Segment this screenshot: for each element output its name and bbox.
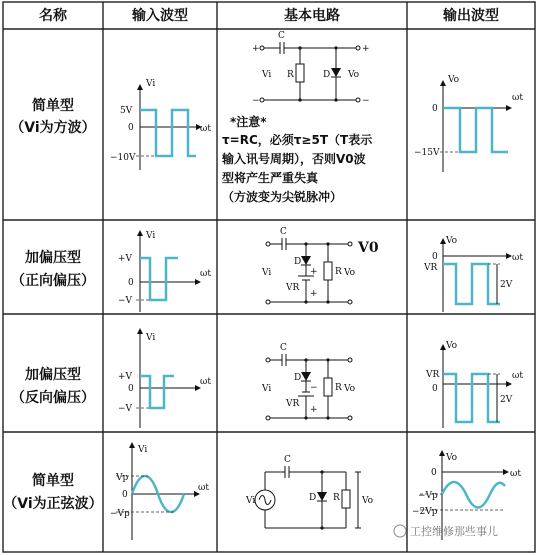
row2-r-label: R xyxy=(335,267,342,277)
row4-vi-label: Vi xyxy=(138,445,148,455)
row2-out-zero: 0 xyxy=(432,252,438,262)
row2-output-waveform xyxy=(423,236,523,312)
row1-plus-out: + xyxy=(362,44,370,54)
row1-zero-label: 0 xyxy=(128,123,134,133)
row1-name-line2: （Vi为方波） xyxy=(10,120,96,136)
row4-r-label: R xyxy=(333,493,340,503)
row1-vo-label: Vo xyxy=(448,75,460,85)
row2-vr-out: VR xyxy=(424,263,438,273)
note-line-1: τ=RC，必须τ≥5T（T表示 xyxy=(222,133,373,147)
row3-circuit-vo: Vo xyxy=(344,384,356,394)
row2-out-wt: ωt xyxy=(512,253,523,263)
row2-pv-label: +V xyxy=(118,254,133,264)
row3-c-label: C xyxy=(280,343,287,353)
row2-name-line1: 加偏压型 xyxy=(25,250,81,266)
row1-minus-in: − xyxy=(252,96,260,106)
row4-out-wt: ωt xyxy=(510,469,521,479)
row2-circuit-vo: Vo xyxy=(344,268,356,278)
row3-zero-label: 0 xyxy=(128,384,134,394)
row3-out-wt: ωt xyxy=(512,371,523,381)
row4-mvp-out: −Vp xyxy=(418,491,438,501)
header-input-wave: 输入波型 xyxy=(132,8,188,24)
row1-m10v-label: −10V xyxy=(110,153,136,163)
row3-batt-minus: − xyxy=(310,383,318,393)
row2-vr-label: VR xyxy=(286,283,300,293)
row1-out-wt: ωt xyxy=(512,93,523,103)
row2-zero-label: 0 xyxy=(128,278,134,288)
row4-m2vp-out: −2Vp xyxy=(412,507,438,517)
row3-output-waveform xyxy=(425,341,523,428)
row2-circuit-vi: Vi xyxy=(262,268,272,278)
row4-input-waveform xyxy=(110,442,209,540)
row1-name-line1: 简单型 xyxy=(32,98,74,114)
row4-circuit xyxy=(245,455,373,530)
row4-d-label: D xyxy=(309,493,317,503)
row1-wt-label: ωt xyxy=(200,124,211,134)
row2-vi-label: Vi xyxy=(146,231,156,241)
row4-circuit-vi: Vi xyxy=(246,496,256,506)
row2-wt-label: ωt xyxy=(200,269,211,279)
row1-m15v-label: −15V xyxy=(414,148,440,158)
row2-circuit xyxy=(261,227,379,304)
row3-2v-label: 2V xyxy=(500,395,513,405)
note-line-2: 输入讯号周期），否则V0波 xyxy=(222,152,366,166)
row4-zero-label: 0 xyxy=(122,490,128,500)
row1-d-label: D xyxy=(323,70,331,80)
row4-wt-label: ωt xyxy=(198,483,209,493)
row1-plus-in: + xyxy=(252,44,260,54)
row1-circuit xyxy=(252,31,370,106)
row1-minus-out: − xyxy=(362,96,370,106)
row2-vo-label: Vo xyxy=(446,236,458,246)
row2-batt-minus: + xyxy=(310,289,318,299)
header-output-wave: 输出波型 xyxy=(443,8,499,24)
note-line-3: 型将产生严重失真 xyxy=(222,171,319,185)
row1-circuit-vo: Vo xyxy=(348,70,360,80)
row4-vp-label: Vp xyxy=(116,473,129,483)
row1-out-zero: 0 xyxy=(432,104,438,114)
row4-c-label: C xyxy=(284,455,291,465)
row2-d-label: D xyxy=(294,257,302,267)
row2-mv-label: −V xyxy=(118,296,133,306)
row1-r-label: R xyxy=(287,70,294,80)
row3-vi-label: Vi xyxy=(146,333,156,343)
row2-input-waveform xyxy=(118,230,211,312)
row4-out-zero: 0 xyxy=(431,468,437,478)
row4-name-line2: （Vi为正弦波） xyxy=(3,496,103,512)
row3-circuit-vi: Vi xyxy=(262,384,272,394)
row3-circuit xyxy=(261,343,355,420)
row3-d-label: D xyxy=(294,373,302,383)
row1-5v-label: 5V xyxy=(120,106,133,116)
row3-wt-label: ωt xyxy=(200,377,211,387)
row4-name-line1: 简单型 xyxy=(32,473,74,489)
note-line-4: （方波变为尖锐脉冲） xyxy=(222,190,343,204)
row4-vo-label: Vo xyxy=(446,453,458,463)
row2-batt-plus: + xyxy=(310,267,318,277)
row3-out-zero: 0 xyxy=(432,384,438,394)
row2-c-label: C xyxy=(280,227,287,237)
row2-2v-label: 2V xyxy=(500,280,513,290)
row3-mv-label: −V xyxy=(118,404,133,414)
watermark xyxy=(394,524,498,538)
row3-batt-plus: + xyxy=(310,405,318,415)
row3-vr-out: VR xyxy=(426,370,440,380)
header-name: 名称 xyxy=(39,8,67,24)
row4-circuit-vo: Vo xyxy=(362,496,374,506)
row4-mvp-label: −Vp xyxy=(110,509,130,519)
row2-name-line2: （正向偏压） xyxy=(11,273,95,289)
header-basic-circuit: 基本电路 xyxy=(284,8,340,24)
row1-note xyxy=(221,114,373,204)
row3-vr-label: VR xyxy=(286,399,300,409)
row3-r-label: R xyxy=(335,383,342,393)
row1-vi-label: Vi xyxy=(146,79,156,89)
row1-input-waveform xyxy=(110,79,211,170)
row1-circuit-vi: Vi xyxy=(262,70,272,80)
row1-output-waveform xyxy=(414,75,523,172)
row3-name-line2: （反向偏压） xyxy=(11,390,95,406)
row3-vo-label: Vo xyxy=(446,341,458,351)
row3-name-line1: 加偏压型 xyxy=(25,367,81,383)
row2-vo-big: V0 xyxy=(358,240,379,256)
watermark-text: 工控维修那些事儿 xyxy=(410,525,498,538)
row3-input-waveform xyxy=(118,328,211,428)
row1-c-label: C xyxy=(278,31,285,41)
note-title: *注意* xyxy=(230,115,267,129)
row3-pv-label: +V xyxy=(118,372,133,382)
